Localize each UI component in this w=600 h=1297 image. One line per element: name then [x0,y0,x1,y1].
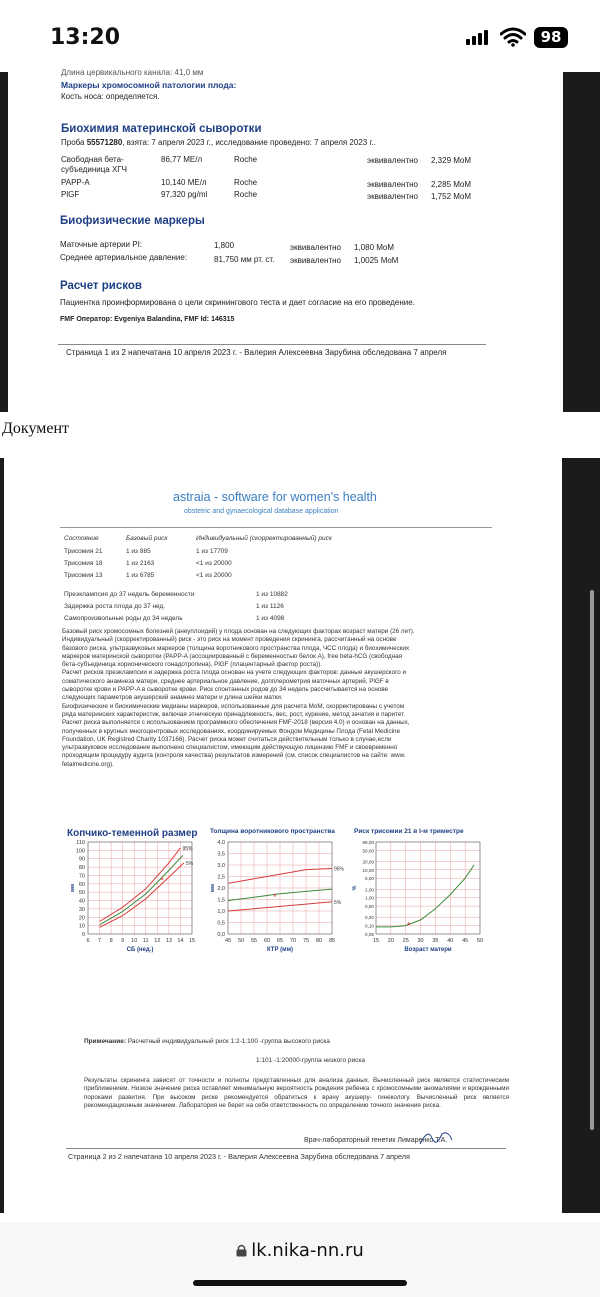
x-tick-label: 10 [131,938,138,944]
wifi-icon [500,27,526,47]
biochem-eq: эквивалентно [367,192,418,201]
biochem-value: 86,77 ME/л [161,155,203,164]
clock: 13:20 [50,25,121,50]
url-display[interactable]: lk.nika-nn.ru [0,1240,600,1261]
x-tick-label: 6 [86,938,90,944]
series-label: 5% [185,860,194,867]
biophys-eq: эквивалентно [290,243,341,252]
y-tick-label: 0,0 [217,932,225,938]
y-tick-label: 20 [78,915,85,922]
risk-cell: Трисомия 18 [64,560,103,567]
x-tick-label: 20 [387,938,394,944]
x-tick-label: 12 [154,938,161,944]
page2-footer: Страница 2 из 2 напечатана 10 апреля 2023 г. - Валерия Алексеевна Зарубина обследована 7 апреля [68,1152,410,1161]
other-risk-name: Задержка роста плода до 37 нед. [64,603,166,610]
x-tick-label: 85 [328,938,336,944]
document-page-2 [4,458,562,1213]
nt-chart-title: Толщина воротникового пространства [210,828,335,835]
biochem-value: 10,140 ME/л [161,178,207,187]
other-risk-value: 1 из 10882 [256,591,288,598]
y-tick-label: 10 [78,923,85,930]
x-tick-label: 11 [142,938,149,944]
y-tick-label: 4,0 [217,840,225,846]
risk-cell: <1 из 20000 [196,560,232,567]
y-tick-label: 1,00 [365,895,374,901]
risk-col-header: Базовый риск [126,535,168,542]
t21-chart-title: Риск трисомии 21 в I-м триместре [354,828,464,835]
biochem-eq: эквивалентно [367,156,418,165]
brand-subtitle: obstetric and gynaecological database application [184,508,339,515]
x-tick-label: 15 [188,938,196,944]
series-label: 5% [334,899,342,906]
x-tick-label: 7 [98,938,102,944]
y-tick-label: 1,0 [217,909,225,915]
document-page-1 [8,68,563,412]
biophys-heading: Биофизические маркеры [60,215,205,227]
nt-chart [206,838,348,958]
y-tick-label: 0,5 [217,920,225,927]
biochem-name: PAPP-A [61,178,90,187]
other-risk-value: 1 из 4098 [256,615,285,622]
x-tick-label: 14 [177,938,184,944]
biochem-name: PlGF [61,190,80,199]
biophys-mom: 1,0025 MoM [354,256,399,265]
y-tick-label: 20,00 [362,859,374,865]
x-tick-label: 45 [224,938,232,944]
document-label: Документ [2,420,70,437]
battery-indicator: 98 [534,27,568,48]
signer: Врач-лабораторный генетик Лимаренко Т.А. [304,1137,448,1144]
home-indicator[interactable] [193,1280,407,1286]
note-low-risk: 1:101 -1:20000-группа низкого риска [256,1057,365,1064]
x-tick-label: 40 [447,938,454,944]
x-tick-label: 80 [315,938,323,944]
y-tick-label: 50,00 [362,848,374,854]
biophys-name: Маточные артерии PI: [60,240,143,249]
other-risk-name: Преэклампсия до 37 недель беременности [64,591,195,598]
y-tick-label: 0,20 [365,915,374,921]
risk-cell: <1 из 20000 [196,572,232,579]
status-bar [0,0,600,72]
risk-col-header: Индивидуальный (скорректированный) риск [196,535,332,542]
biochem-name: Свободная бета- [61,155,124,164]
plot-frame [88,842,192,934]
biochem-mom: 1,752 MoM [431,192,472,201]
risk-cell: 1 из 885 [126,548,151,555]
y-tick-label: 0,50 [365,904,374,910]
x-tick-label: 60 [263,938,271,944]
series-label: 95% [334,866,345,873]
page1-footer: Страница 1 из 2 напечатана 10 апреля 2023 г. - Валерия Алексеевна Зарубина обследована 7 апреля [66,348,447,357]
biophys-mom: 1,080 MoM [354,243,395,252]
y-tick-label: 5,00 [365,876,374,882]
y-tick-label: 0,05 [365,932,374,937]
scrollbar[interactable] [590,590,594,1130]
fmf-operator: FMF Оператор: Evgeniya Balandina, FMF Id: 146315 [60,316,235,323]
x-tick-label: 8 [109,938,113,944]
series-label: 95% [182,845,193,852]
y-tick-label: 100 [75,848,85,855]
footer-rule [58,344,486,345]
risk-cell: Трисомия 21 [64,548,103,555]
x-tick-label: 55 [250,938,258,944]
biochem-mom: 2,329 MoM [431,156,472,165]
y-tick-label: 2,00 [365,887,374,893]
address-bar[interactable] [0,1222,600,1297]
footer-rule [66,1148,506,1149]
biochem-lab: Roche [234,190,258,199]
y-axis-label: мм [210,883,216,893]
crl-chart-title: Копчико-теменной размер [67,828,198,839]
y-tick-label: 40 [78,898,85,905]
x-tick-label: 50 [237,938,245,944]
y-tick-label: 0,10 [365,923,374,929]
y-tick-label: 70 [78,873,85,880]
signal-icon [466,30,488,45]
other-risk-value: 1 из 1126 [256,603,284,610]
x-tick-label: 70 [289,938,297,944]
y-tick-label: 0 [81,932,85,938]
disclaimer: Результаты скрининга зависят от точности и полноты представленных для анализа данных. Вычисленный риск является статистическим приближением. Низкое значение риска оставляет минимальную вероятность рождения ребенка с хромосомными аномалиями и врожденными пороками развития. При высоком риске рекомендуется обратиться к врачу акушеру- гинекологу. Вычисленный риск является рекомендационным значением. Лаборатория не берет на себя ответственность по определению точного значения риска. [84,1077,509,1109]
nasal-bone: Кость носа: определяется. [61,92,160,101]
x-tick-label: 30 [417,938,424,944]
x-tick-label: 45 [462,938,469,944]
y-axis-label: мм [70,883,76,893]
biophys-eq: эквивалентно [290,256,341,265]
series-line-median [100,855,183,924]
biochem-mom: 2,285 MoM [431,180,472,189]
x-tick-label: 15 [372,938,380,944]
biochem-value: 97,320 pg/ml [161,190,208,199]
biochem-eq: эквивалентно [367,180,418,189]
risk-col-header: Состояние [64,535,99,542]
patient-point: * [160,875,164,886]
brand-title: astraia - software for women's health [173,490,377,504]
patient-point: * [406,920,411,931]
lock-icon [236,1244,247,1257]
biochem-lab: Roche [234,178,258,187]
y-tick-label: 110 [76,840,85,846]
x-axis-label: Возраст матери [404,947,452,953]
x-tick-label: 9 [121,938,125,944]
sample-line: Проба 55571280, взята: 7 апреля 2023 г., исследование проведено: 7 апреля 2023 г.. [61,138,376,147]
risk-cell: 1 из 2163 [126,560,155,567]
y-tick-label: 2,5 [217,874,225,881]
biochem-heading: Биохимия материнской сыворотки [61,123,262,135]
x-tick-label: 13 [165,938,172,944]
y-tick-label: 80 [78,865,85,872]
x-axis-label: КТР (мм) [266,947,294,953]
signature-image [418,1126,454,1148]
brand-rule [60,527,492,528]
y-tick-label: 3,5 [217,851,225,858]
y-tick-label: 3,0 [217,863,225,869]
x-tick-label: 65 [276,938,284,944]
y-tick-label: 2,0 [217,886,225,892]
biochem-name: субъединица ХГЧ [61,165,127,174]
x-tick-label: 35 [432,938,439,944]
biophys-value: 81,750 мм рт. ст. [214,255,275,264]
crl-chart [62,838,202,958]
biophys-value: 1,800 [214,241,235,250]
note: Примечание: Расчетный индивидуальный риск 1:2-1:100 -группа высокого риска [84,1038,330,1045]
y-axis-label: % [352,885,358,891]
biophys-name: Среднее артериальное давление: [60,253,188,262]
y-tick-label: 10,00 [362,867,374,873]
plot-frame [376,842,480,934]
y-tick-label: 99,00 [362,840,374,845]
y-tick-label: 60 [78,881,85,888]
risk-cell: 1 из 6785 [126,572,155,579]
other-risk-name: Самопроизвольные роды до 34 недель [64,615,183,622]
y-tick-label: 90 [78,856,85,863]
y-tick-label: 1,5 [217,897,225,904]
t21-chart [350,838,486,958]
x-tick-label: 50 [476,938,484,944]
biochem-lab: Roche [234,155,258,164]
patient-point: * [273,892,277,903]
markers-heading: Маркеры хромосомной патологии плода: [61,80,237,90]
y-tick-label: 30 [78,906,85,913]
x-tick-label: 75 [302,938,310,944]
cutoff-line: Длина цервикального канала: 41,0 мм [61,68,204,77]
y-tick-label: 50 [78,890,85,897]
x-tick-label: 25 [402,938,409,944]
risk-consent: Пациентка проинформирована о цели скринингового теста и дает согласие на его проведение. [60,298,415,307]
risk-cell: Трисомия 13 [64,572,103,579]
x-axis-label: СБ (нед.) [126,947,154,953]
risk-cell: 1 из 17709 [196,548,228,555]
risk-heading: Расчет рисков [60,280,142,292]
explanation-text: Базовый риск хромосомных болезней (анеуплоидий) у плода основан на следующих факторах возраст матери (26 лет). Индивидуальный (скорректированный) риск - это риск на момент проведения скрининга, рассчитанный на основе базового риска, ультразвуковых маркеров (толщина воротникового пространства плода, ЧСС плода) и биохимических маркеров материнской сыворотки (PAPP-A (ассоциированный с беременностью белок А), free beta-hCG (свободная бета-субъединица хорионического гонадотропина), PlGF (плацентарный фактор роста)). Расчет рисков преэклампсии и задержка роста плода основан на учете следующих факторов: данные акушерского и соматического анамнеза матери, среднее артериальное давление, допплерометрия маточных артерий, PlGF в сыворотке крови и PAPP-A в сыворотке крови. Риск спонтанных родов до 34 недель рассчитывается на основе следующих параметров акушерский анамнез матери и длина шейки матки. Биофизические и биохимические медианы маркеров, использованные для расчета MoM, скорректированы с учетом ряда материнских характеристик, включая этническую принадлежность, вес, рост, курение, метод зачатия и паритет. Расчет риска выполняется с использованием программного обеспечения FMF-2018 (версия 4.0) и основан на данных, полученных в крупных многоцентровых исследованиях, координируемых Фондом Медицины Плода (Fetal Medicine Foundation, UK Registred Charity 1037166). Расчет риска может считаться действительным только в случае,если ультразвуковое исследование выполнено специалистом, имеющим действующую лицензию FMF и своевременно проходящим процедуру аудита (контроля качества) результатов измерений (см. список специалистов на сайте: www. fetalmedicine.org). [62,628,415,768]
